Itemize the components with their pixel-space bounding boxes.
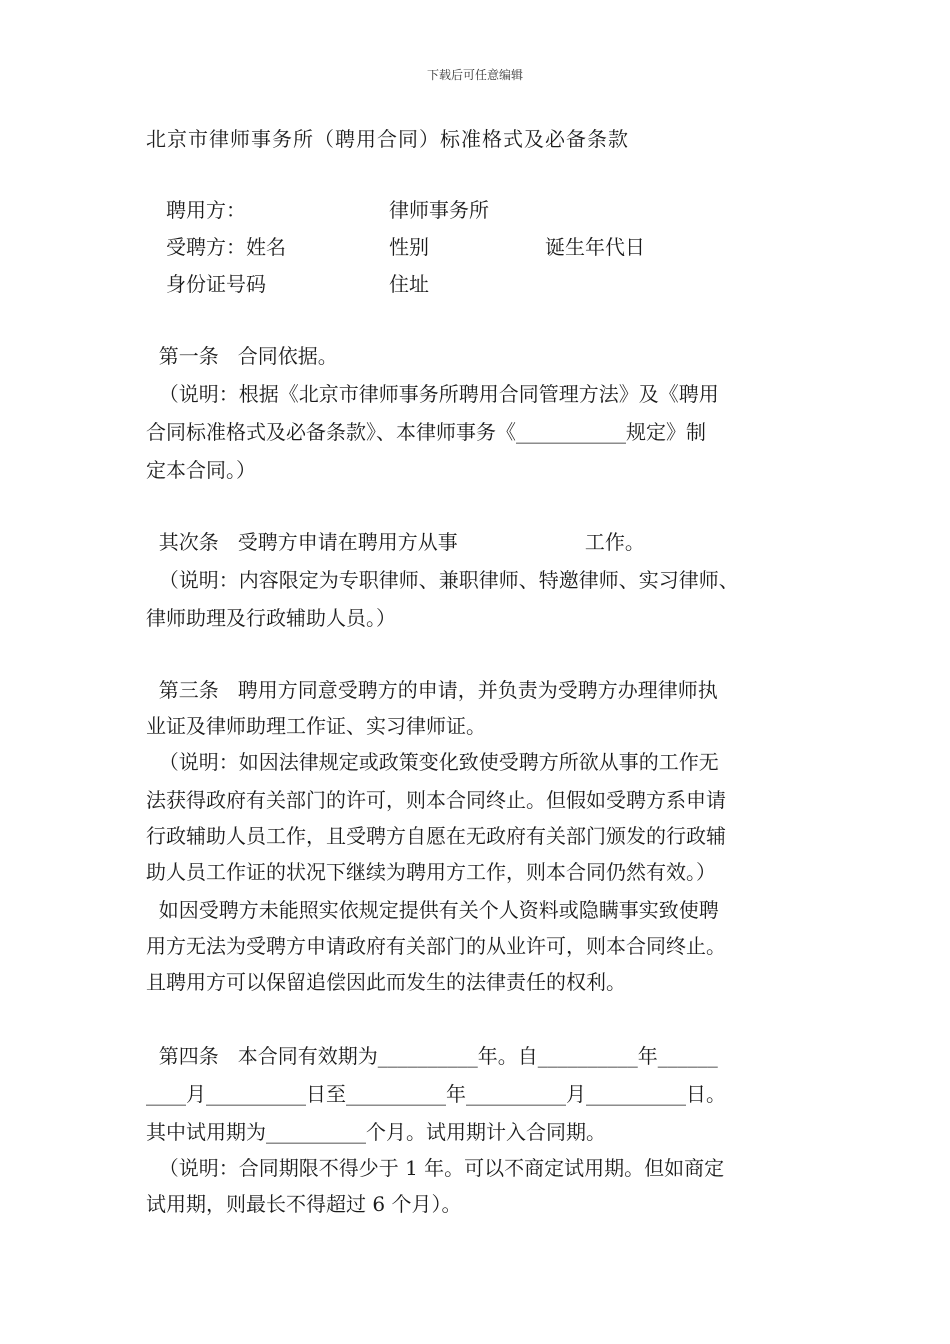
employee-name-label: 受聘方：姓名 [166, 235, 286, 259]
article3-text-line: 如因受聘方未能照实依规定提供有关个人资料或隐瞒事实致使聘 [146, 898, 719, 922]
document-title: 北京市律师事务所（聘用合同）标准格式及必备条款 [146, 127, 629, 151]
birth-date-label: 诞生年代日 [545, 235, 645, 259]
article4-note-line: 试用期，则最长不得超过 6 个月）。 [146, 1192, 462, 1216]
article1-heading: 第一条 合同依据。 [146, 344, 338, 368]
id-number-label: 身份证号码 [166, 272, 266, 296]
article3-note-line: （说明：如因法律规定或政策变化致使受聘方所欲从事的工作无 [146, 750, 719, 774]
page-header: 下载后可任意编辑 [426, 68, 523, 82]
employer-label: 聘用方： [166, 198, 246, 222]
article2-note-line: 律师助理及行政辅助人员。） [146, 606, 396, 630]
article3-text-line: 用方无法为受聘方申请政府有关部门的从业许可，则本合同终止。 [146, 934, 726, 958]
article4-text-line: 其中试用期为__________个月。试用期计入合同期。 [146, 1120, 606, 1144]
article3-note-line: 法获得政府有关部门的许可，则本合同终止。但假如受聘方系申请 [146, 788, 726, 812]
article4-note-line: （说明：合同期限不得少于 1 年。可以不商定试用期。但如商定 [146, 1156, 725, 1180]
article1-note-line: （说明：根据《北京市律师事务所聘用合同管理方法》及《聘用 [146, 382, 719, 406]
article3-text-line: 且聘用方可以保留追偿因此而发生的法律责任的权利。 [146, 970, 626, 994]
article1-note-line: 定本合同。） [146, 458, 256, 482]
article2-heading: 其次条 受聘方申请在聘用方从事 工作。 [146, 530, 645, 554]
article3-note-line: 助人员工作证的状况下继续为聘用方工作，则本合同仍然有效。） [146, 860, 716, 884]
article3-note-line: 行政辅助人员工作，且受聘方自愿在无政府有关部门颁发的行政辅 [146, 824, 726, 848]
article3-text-line: 业证及律师助理工作证、实习律师证。 [146, 714, 486, 738]
article4-text-line: ____月__________日至__________年__________月__________日。 [146, 1082, 726, 1106]
article3-heading: 第三条 聘用方同意受聘方的申请，并负责为受聘方办理律师执 [146, 678, 718, 702]
article1-note-line: 合同标准格式及必备条款》、本律师事务《___________规定》制 [146, 420, 706, 444]
employer-value: 律师事务所 [389, 198, 489, 222]
gender-label: 性别 [389, 235, 429, 259]
article4-heading: 第四条 本合同有效期为__________年。自__________年______ [146, 1044, 718, 1068]
article2-note-line: （说明：内容限定为专职律师、兼职律师、特邀律师、实习律师、 [146, 568, 739, 592]
address-label: 住址 [389, 272, 429, 296]
